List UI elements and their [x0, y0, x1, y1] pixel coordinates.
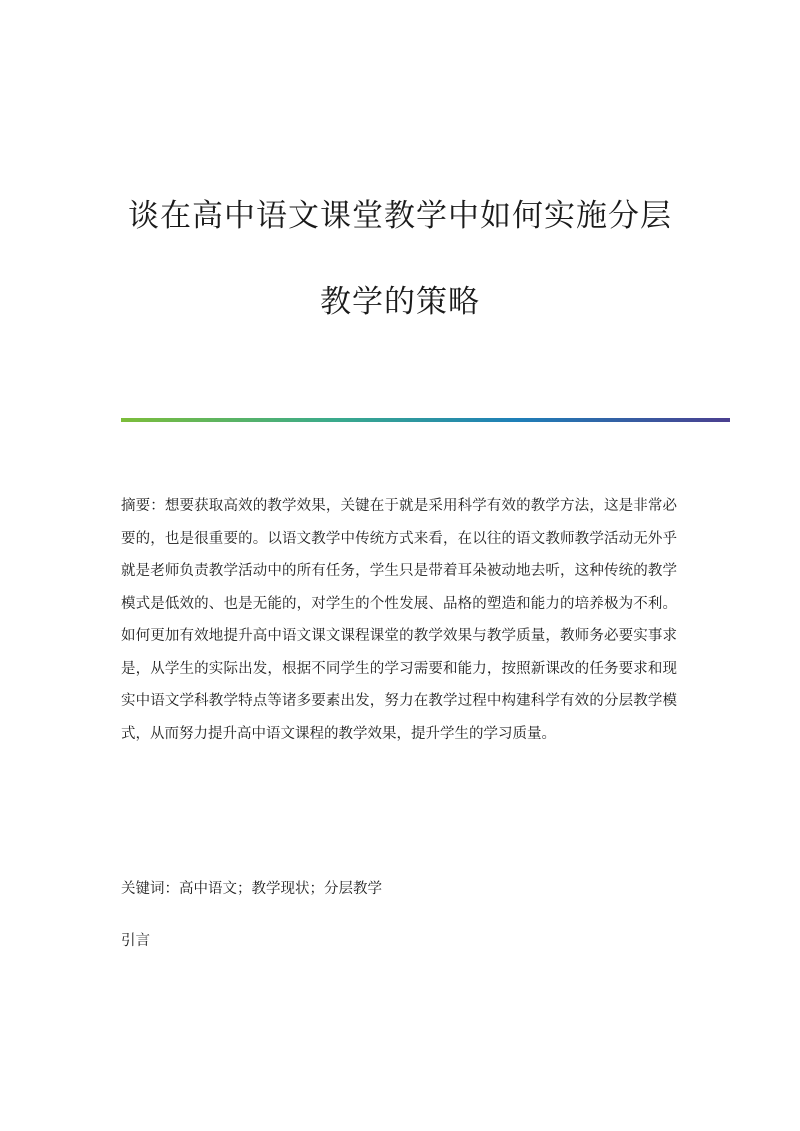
abstract-paragraph: 摘要：想要获取高效的教学效果，关键在于就是采用科学有效的教学方法，这是非常必要的，也是很重要的。以语文教学中传统方式来看，在以往的语文教师教学活动无外乎就是老师负责教学活动中的所有任务，学生只是带着耳朵被动地去听，这种传统的教学模式是低效的、也是无能的，对学生的个性发展、品格的塑造和能力的培养极为不利。如何更加有效地提升高中语文课文课程课堂的教学效果与教学质量，教师务必要实事求是，从学生的实际出发，根据不同学生的学习需要和能力，按照新课改的任务要求和现实中语文学科教学特点等诸多要素出发，努力在教学过程中构建科学有效的分层教学模式，从而努力提升高中语文课程的教学效果，提升学生的学习质量。	[121, 498, 677, 742]
document-title-line-1: 谈在高中语文课堂教学中如何实施分层	[128, 198, 672, 234]
gradient-divider	[121, 418, 730, 422]
keywords-line: 关键词：高中语文；教学现状；分层教学	[121, 881, 382, 897]
document-title-line-2: 教学的策略	[320, 284, 480, 320]
intro-heading: 引言	[121, 933, 150, 949]
